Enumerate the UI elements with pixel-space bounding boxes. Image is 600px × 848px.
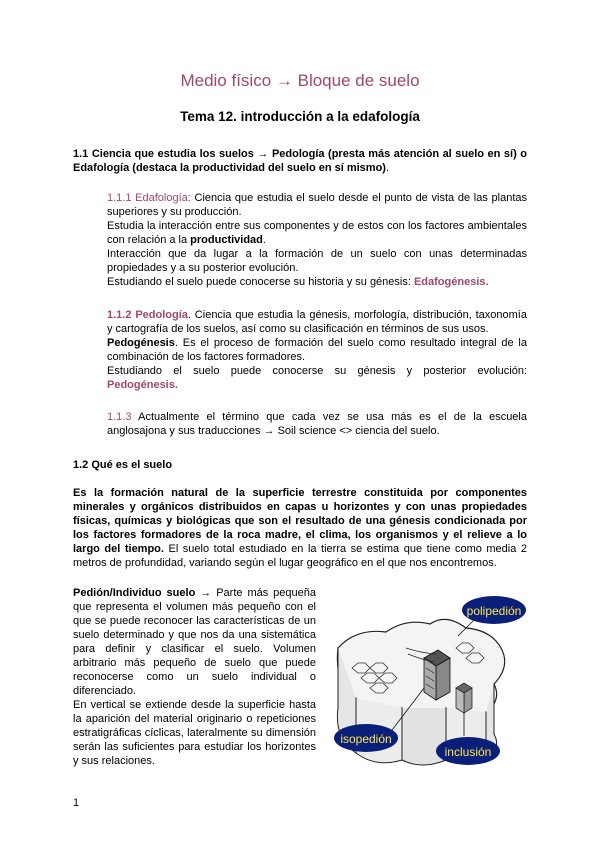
- pedion-section: [73, 586, 316, 768]
- pedologia-evolution: Estudiando el suelo puede conocerse su génesis y posterior evolución:: [107, 365, 527, 377]
- pedon-diagram: [326, 588, 526, 773]
- page-title: Medio físico → Bloque de suelo: [180, 71, 420, 90]
- section-1-1-heading-text: 1.1 Ciencia que estudia los suelos → Pedología (presta más atención al suelo en sí) o Edafología (destaca la productividad del suelo en sí mismo): [73, 148, 527, 174]
- edafologia-formation: Interacción que da lugar a la formación de un suelo con unas determinadas propiedades y a su posterior evolución.: [107, 248, 527, 274]
- pedion-definition: → Parte más pequeña que representa el volumen más pequeño con el que se puede reconocer las características de un suelo determinado y que nos da una sistemática para definir y clasificar el suelo. Volumen arbitrario más pequeño de suelo que puede reconocerse como un suelo individual o diferenciado.: [73, 587, 316, 697]
- section-1-1-3-label: 1.1.3: [107, 411, 132, 423]
- section-1-1-2: [107, 308, 527, 392]
- edafologia-history: Estudiando el suelo puede conocerse su historia y su génesis:: [107, 276, 414, 288]
- section-1-1-1: [107, 191, 527, 289]
- pedogenesis-definition: . Es el proceso de formación del suelo como resultado integral de la combinación de los factores formadores.: [107, 337, 527, 363]
- suelo-definition: [73, 486, 527, 570]
- edafologia-definition: Ciencia que estudia el suelo desde el punto de vista de las plantas superiores y su producción.: [107, 192, 527, 218]
- section-1-1-heading-end: .: [385, 162, 390, 174]
- section-1-1-3: [107, 410, 527, 438]
- page-number: 1: [73, 797, 80, 809]
- isopedion-label: isopedión: [340, 732, 392, 746]
- pedogenesis-label: Pedogénesis: [107, 337, 175, 349]
- pedion-label: Pedión/Individuo suelo: [73, 587, 196, 599]
- pedologia-definition: . Ciencia que estudia la génesis, morfología, distribución, taxonomía y cartografía de los suelos, así como su clasificación en términos de sus usos.: [107, 309, 527, 335]
- polipedion-label: polipedión: [466, 604, 522, 618]
- section-1-2-heading: [73, 458, 527, 472]
- pedologia-label: 1.1.2 Pedología: [107, 309, 188, 321]
- inclusion-label: inclusión: [444, 745, 492, 759]
- section-1-1-3-text: Actualmente el término que cada vez se usa más es el de la escuela anglosajona y sus traducciones → Soil science <> ciencia del suelo.: [107, 411, 527, 437]
- suelo-definition-bold: Es la formación natural de la superficie terrestre constituida por componentes minerales y orgánicos distribuidos en capas u horizontes y con unas propiedades físicas, químicas y biológicas que son el resultado de una génesis condicionada por los factores formadores de la roca madre, el clima, los organismos y el relieve a lo largo del tiempo.: [73, 487, 527, 555]
- pedogenesis-term: Pedogénesis.: [107, 379, 178, 391]
- edafogenesis-term: Edafogénesis.: [413, 276, 489, 288]
- edafologia-interaction: Estudia la interacción entre sus componentes y de estos con los factores ambientales con relación a la: [107, 220, 527, 246]
- section-1-2-heading-text: 1.2 Qué es el suelo: [73, 459, 173, 471]
- edafologia-label: 1.1.1 Edafología:: [107, 192, 191, 204]
- edafologia-interaction-end: .: [262, 234, 266, 246]
- pedion-extent: En vertical se extiende desde la superficie hasta la aparición del material originario o repeticiones estratigráficas cíclicas, lateralmente su dimensión serán las suficientes para estudiar los horizontes y sus relaciones.: [73, 699, 316, 767]
- inclusion-block: [456, 683, 472, 713]
- topic-title: Tema 12. introducción a la edafología: [180, 109, 420, 124]
- section-1-1-heading: [73, 147, 527, 175]
- productividad-term: productividad: [190, 234, 263, 246]
- suelo-definition-rest: El suelo total estudiado en la tierra se estima que tiene como media 2 metros de profundidad, variando según el lugar geográfico en el que nos encontremos.: [73, 543, 528, 569]
- pedon-block: [424, 650, 450, 700]
